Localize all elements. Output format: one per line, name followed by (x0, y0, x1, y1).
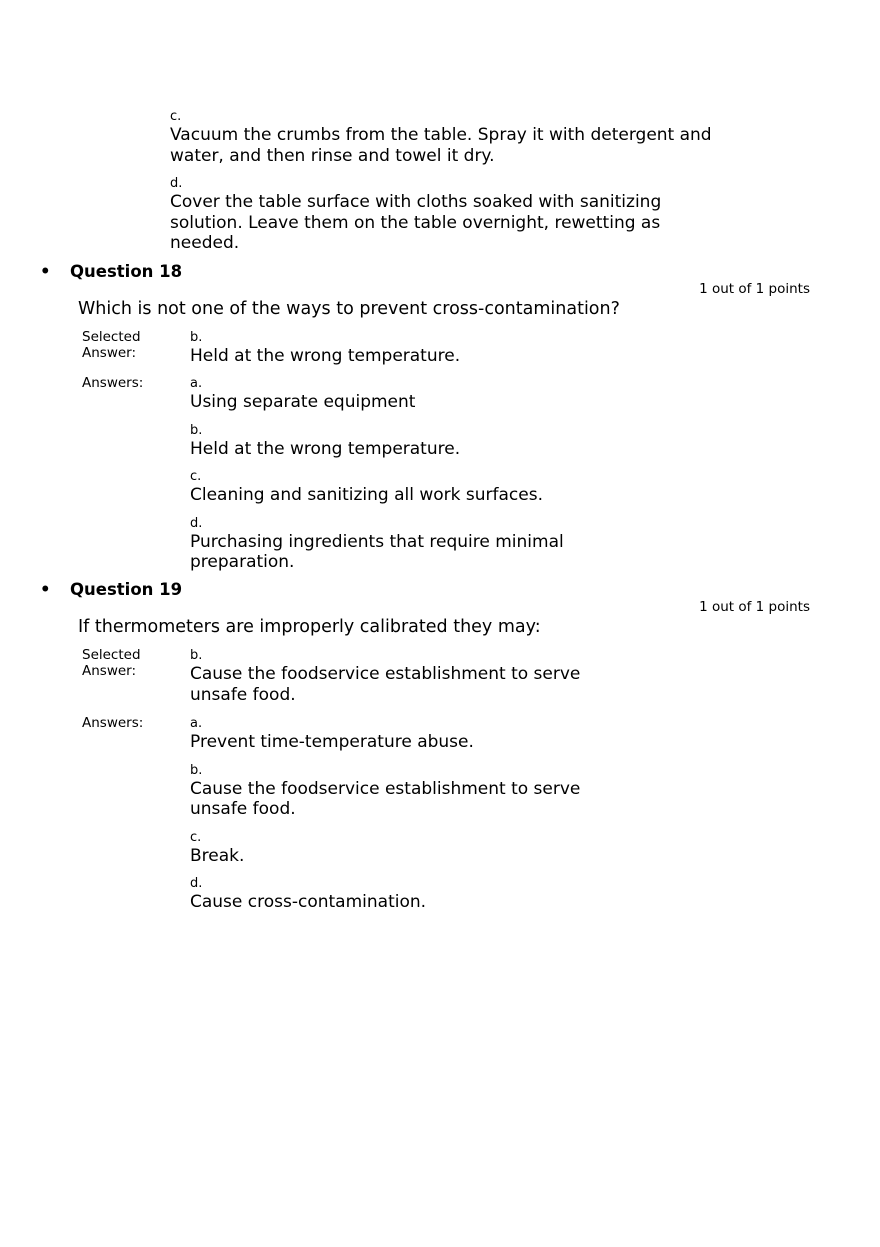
option-letter: c. (170, 109, 182, 124)
question-text: Which is not one of the ways to prevent cross-contamination? (78, 299, 620, 319)
answer-option (190, 829, 610, 867)
option-letter: d. (170, 176, 183, 191)
question-header (40, 262, 182, 282)
option-text: Cause cross-contamination. (190, 892, 427, 912)
selected-answer-label: Selected Answer: (82, 329, 141, 361)
answers-label: Answers: (82, 375, 144, 391)
answer-option (190, 515, 610, 573)
answer-option (170, 108, 730, 166)
option-letter: d. (190, 515, 203, 531)
option-letter: b. (190, 762, 203, 778)
answer-option (190, 875, 610, 913)
answer-option (190, 329, 610, 367)
option-text: Held at the wrong temperature. (190, 438, 461, 459)
selected-answer (190, 647, 610, 714)
answer-option (170, 175, 730, 254)
option-letter: b. (190, 330, 203, 345)
option-text: Cover the table surface with cloths soaked with sanitizing solution. Leave them on the table overnight, rewetting as needed. (170, 192, 662, 253)
selected-answer-label: Selected Answer: (82, 647, 141, 679)
bullet-icon: • (40, 262, 51, 281)
answer-option (190, 762, 610, 820)
answer-option (190, 715, 610, 753)
answers-list (190, 715, 610, 922)
question-title: Question 18 (70, 262, 183, 281)
selected-answer (190, 329, 610, 376)
option-letter: d. (190, 876, 203, 891)
option-letter: a. (190, 376, 203, 391)
option-text: Using separate equipment (190, 392, 416, 412)
answers-list (190, 375, 610, 582)
previous-question-options (170, 108, 730, 263)
option-letter: a. (190, 716, 203, 731)
option-letter: c. (190, 469, 202, 484)
option-letter: b. (190, 648, 203, 663)
option-text: Break. (190, 845, 245, 866)
option-text: Cause the foodservice establishment to serve unsafe food. (190, 778, 581, 819)
option-text: Cleaning and sanitizing all work surfaces. (190, 485, 543, 505)
question-header (40, 580, 182, 600)
option-text: Prevent time-temperature abuse. (190, 732, 474, 752)
bullet-icon: • (40, 580, 51, 599)
option-text: Purchasing ingredients that require minimal preparation. (190, 531, 564, 572)
option-text: Held at the wrong temperature. (190, 346, 461, 366)
option-letter: b. (190, 422, 203, 438)
answer-option (190, 647, 610, 705)
question-text: If thermometers are improperly calibrated they may: (78, 617, 541, 637)
question-title: Question 19 (70, 580, 183, 599)
question-points: 1 out of 1 points (699, 281, 810, 297)
option-text: Cause the foodservice establishment to serve unsafe food. (190, 664, 581, 705)
option-text: Vacuum the crumbs from the table. Spray it with detergent and water, and then rinse and towel it dry. (170, 125, 712, 166)
answer-option (190, 422, 610, 460)
answer-option (190, 468, 610, 506)
option-letter: c. (190, 829, 202, 845)
answers-label: Answers: (82, 715, 144, 731)
answer-option (190, 375, 610, 413)
question-points: 1 out of 1 points (699, 599, 810, 615)
